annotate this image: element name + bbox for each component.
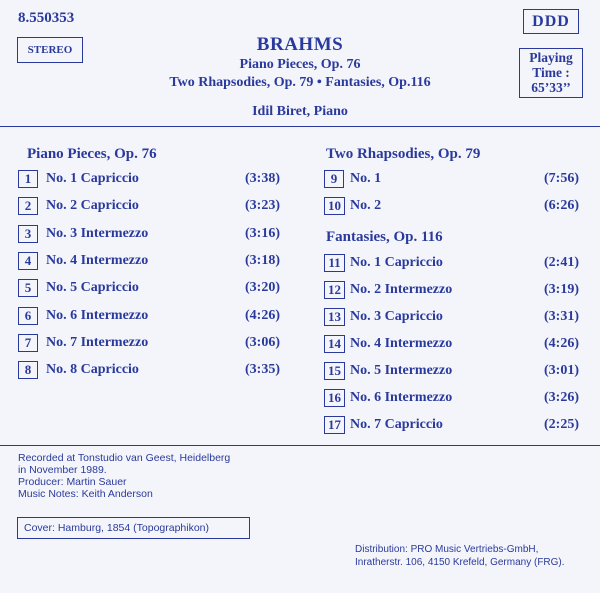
track-number-box: 16 — [324, 389, 345, 407]
track-row — [324, 416, 600, 436]
distribution-line: Distribution: PRO Music Vertriebs-GmbH, — [355, 544, 539, 555]
track-row — [324, 308, 600, 328]
track-number-box: 4 — [18, 252, 38, 270]
track-duration: (3:01) — [544, 363, 579, 378]
track-row — [18, 361, 298, 381]
credit-line: Recorded at Tonstudio van Geest, Heidelberg — [18, 452, 231, 464]
track-title: No. 8 Capriccio — [46, 362, 139, 378]
track-number-box: 10 — [324, 197, 345, 215]
playing-time-line-2: Time : — [532, 65, 570, 80]
track-duration: (3:20) — [245, 280, 280, 296]
subtitle-line-2: Two Rhapsodies, Op. 79 • Fantasies, Op.116 — [169, 75, 431, 90]
credit-line: Producer: Martin Sauer — [18, 476, 127, 488]
composer-title: BRAHMS — [256, 34, 344, 55]
track-row — [324, 254, 600, 274]
divider-bottom — [0, 445, 600, 446]
cover-note-box: Cover: Hamburg, 1854 (Topographikon) — [17, 517, 250, 539]
track-title: No. 4 Intermezzo — [46, 252, 149, 268]
track-row — [324, 362, 600, 382]
track-number-box: 14 — [324, 335, 345, 353]
track-number-box: 1 — [18, 170, 38, 188]
subtitle-line-1: Piano Pieces, Op. 76 — [239, 57, 361, 72]
track-number-box: 8 — [18, 361, 38, 379]
track-row — [18, 252, 298, 272]
track-title: No. 5 Intermezzo — [350, 363, 453, 378]
catalog-number: 8.550353 — [18, 10, 75, 26]
track-duration: (7:56) — [544, 171, 579, 186]
track-number-box: 12 — [324, 281, 345, 299]
track-title: No. 2 Intermezzo — [350, 282, 453, 297]
track-title: No. 1 — [350, 171, 382, 186]
track-row — [18, 279, 298, 299]
section-heading-op116: Fantasies, Op. 116 — [326, 229, 443, 245]
track-title: No. 3 Intermezzo — [46, 225, 149, 241]
artist-credit: Idil Biret, Piano — [252, 104, 348, 119]
track-row — [324, 335, 600, 355]
recording-credits — [18, 452, 230, 500]
distribution-info — [355, 543, 565, 569]
track-duration: (4:26) — [245, 307, 280, 323]
track-title: No. 2 Capriccio — [46, 198, 139, 214]
track-duration: (2:25) — [544, 417, 579, 432]
track-row — [324, 281, 600, 301]
track-duration: (3:16) — [245, 225, 280, 241]
track-number-box: 3 — [18, 225, 38, 243]
track-number-box: 5 — [18, 279, 38, 297]
track-row — [324, 170, 600, 190]
track-duration: (3:26) — [544, 390, 579, 405]
track-row — [18, 225, 298, 245]
track-duration: (6:26) — [544, 198, 579, 213]
distribution-line: Inratherstr. 106, 4150 Krefeld, Germany (FRG). — [355, 557, 565, 568]
track-duration: (2:41) — [544, 255, 579, 270]
track-number-box: 7 — [18, 334, 38, 352]
credit-line: Music Notes: Keith Anderson — [18, 488, 153, 500]
credit-line: in November 1989. — [18, 464, 107, 476]
section-heading-op79: Two Rhapsodies, Op. 79 — [326, 146, 481, 162]
track-duration: (3:23) — [245, 198, 280, 214]
track-row — [18, 197, 298, 217]
track-title: No. 7 Capriccio — [350, 417, 443, 432]
track-number-box: 15 — [324, 362, 345, 380]
track-number-box: 11 — [324, 254, 345, 272]
track-title: No. 3 Capriccio — [350, 309, 443, 324]
track-number-box: 13 — [324, 308, 345, 326]
playing-time-line-1: Playing — [529, 50, 573, 65]
track-title: No. 2 — [350, 198, 382, 213]
track-title: No. 4 Intermezzo — [350, 336, 453, 351]
track-duration: (3:06) — [245, 334, 280, 350]
track-row — [18, 334, 298, 354]
track-title: No. 5 Capriccio — [46, 280, 139, 296]
section-heading-op76: Piano Pieces, Op. 76 — [27, 146, 157, 162]
track-duration: (3:19) — [544, 282, 579, 297]
ddd-badge: DDD — [523, 9, 579, 34]
playing-time-box — [519, 48, 583, 98]
track-row — [18, 170, 298, 190]
track-number-box: 6 — [18, 307, 38, 325]
track-title: No. 1 Capriccio — [46, 171, 139, 186]
stereo-badge: STEREO — [17, 37, 83, 63]
track-title: No. 7 Intermezzo — [46, 334, 149, 350]
track-duration: (3:18) — [245, 252, 280, 268]
track-row — [324, 197, 600, 217]
playing-time-line-3: 65’33’’ — [531, 80, 571, 95]
track-row — [324, 389, 600, 409]
track-number-box: 9 — [324, 170, 344, 188]
track-duration: (4:26) — [544, 336, 579, 351]
track-number-box: 17 — [324, 416, 345, 434]
track-title: No. 6 Intermezzo — [350, 390, 453, 405]
track-duration: (3:35) — [245, 362, 280, 378]
track-duration: (3:31) — [544, 309, 579, 324]
track-row — [18, 307, 298, 327]
track-number-box: 2 — [18, 197, 38, 215]
track-title: No. 6 Intermezzo — [46, 307, 149, 323]
divider-top — [0, 126, 600, 127]
track-title: No. 1 Capriccio — [350, 255, 443, 270]
track-duration: (3:38) — [245, 171, 280, 186]
